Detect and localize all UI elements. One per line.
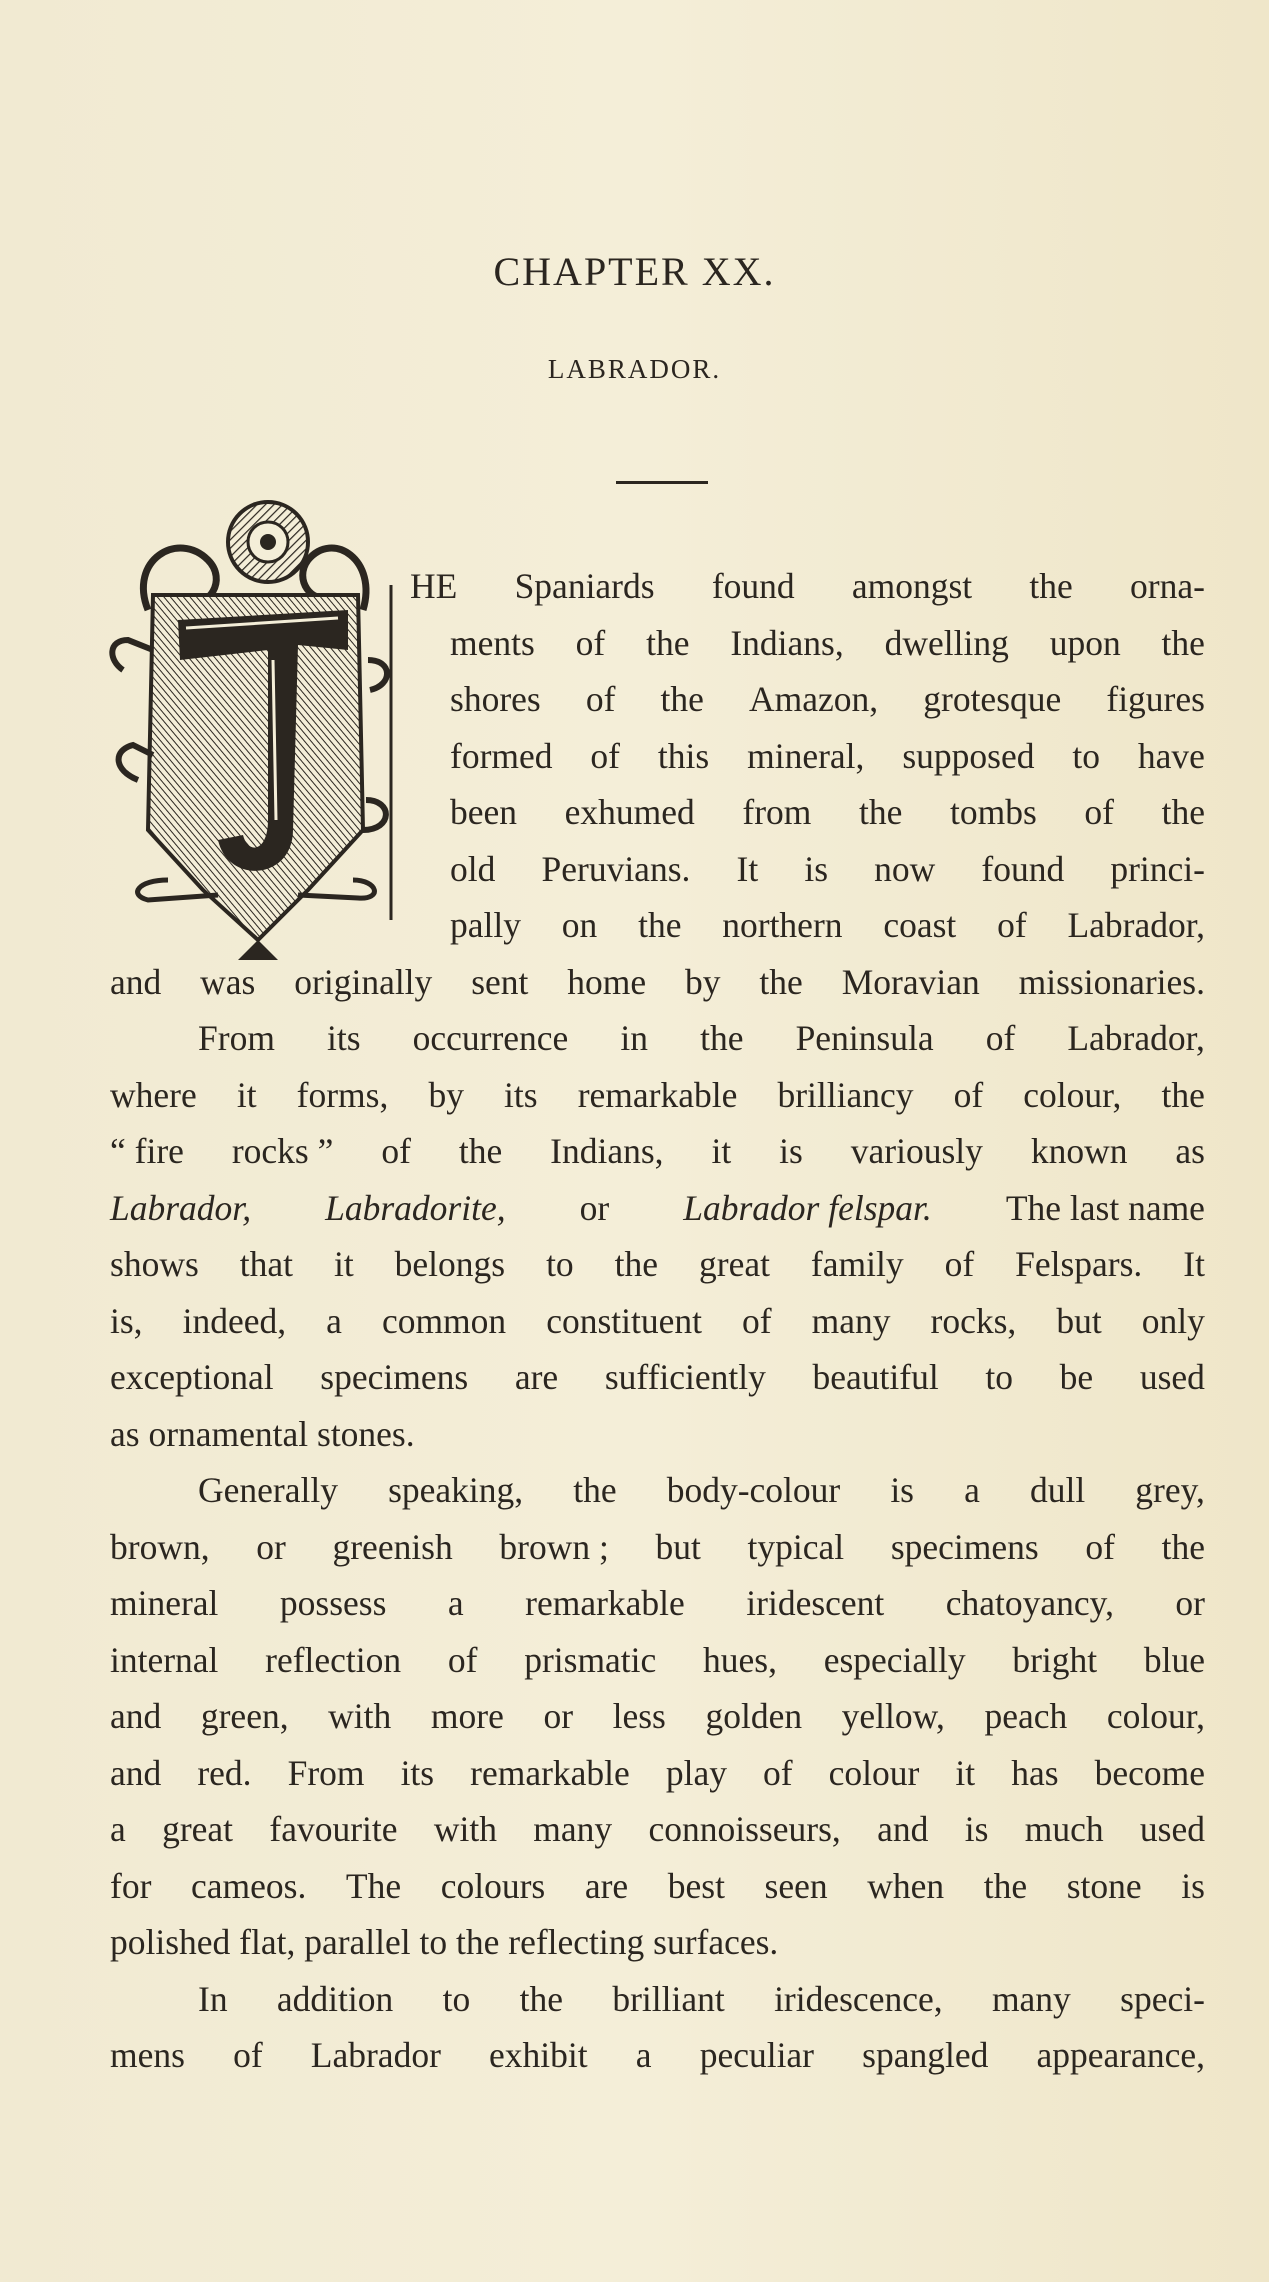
text-line	[110, 1525, 1205, 1569]
text-line	[110, 1694, 1205, 1738]
word: Labrador	[310, 2035, 441, 2075]
word: a	[447, 1583, 464, 1623]
text-line	[450, 734, 1205, 778]
word: of	[1085, 1526, 1115, 1567]
word: of	[763, 1752, 793, 1793]
text-line	[198, 1977, 1205, 2021]
word: appearance,	[1036, 2035, 1205, 2075]
word: blue	[1143, 1639, 1205, 1680]
word: is	[964, 1809, 989, 1849]
word: the	[1029, 566, 1073, 606]
word: remarkable	[577, 1074, 738, 1115]
word: stone	[1066, 1865, 1142, 1906]
text-line	[410, 564, 1205, 608]
text-line	[450, 677, 1205, 721]
text-line	[110, 1073, 1205, 1117]
word: now	[874, 848, 936, 889]
word: a	[964, 1470, 980, 1510]
word: It	[736, 848, 759, 889]
word: missionaries.	[1018, 961, 1205, 1002]
word: peculiar	[699, 2035, 815, 2075]
word: from	[742, 792, 812, 832]
word: Spaniards	[514, 566, 655, 606]
word: the	[638, 905, 682, 945]
word: remarkable	[470, 1752, 630, 1793]
word: is	[804, 848, 829, 889]
word: greenish	[332, 1526, 453, 1567]
word: the	[1161, 1074, 1205, 1115]
word: when	[867, 1865, 945, 1906]
word: or	[1175, 1583, 1205, 1623]
word: are	[514, 1357, 559, 1397]
word: that	[239, 1244, 293, 1284]
word: the	[859, 792, 903, 832]
word: of	[381, 1131, 411, 1171]
word: family	[810, 1244, 904, 1284]
word: colours	[440, 1865, 546, 1906]
word: especially	[823, 1639, 966, 1680]
chapter-heading: CHAPTER XX.	[493, 249, 776, 294]
word: of	[742, 1300, 772, 1341]
word: mineral	[110, 1583, 219, 1623]
word: to	[546, 1244, 574, 1284]
word: been	[450, 792, 518, 832]
word: the	[660, 679, 704, 719]
text-line	[110, 1751, 1205, 1795]
word: have	[1137, 735, 1205, 776]
word: in	[620, 1018, 649, 1058]
word: best	[667, 1865, 725, 1906]
word: it	[333, 1244, 354, 1284]
word: green,	[200, 1696, 289, 1736]
word: grey,	[1135, 1470, 1205, 1510]
word: rocks ”	[231, 1131, 334, 1171]
word: as ornamental stones.	[110, 1413, 415, 1454]
word: Labrador,	[1067, 1018, 1205, 1058]
word: addition	[276, 1978, 394, 2019]
text-line	[110, 1412, 1205, 1456]
word: Indians,	[550, 1131, 664, 1171]
word: with	[328, 1696, 392, 1736]
word: it	[711, 1131, 732, 1171]
word: seen	[764, 1865, 828, 1906]
text-line	[110, 1129, 1205, 1173]
word: specimens	[890, 1526, 1039, 1567]
word: hues,	[703, 1639, 777, 1680]
word: of	[997, 905, 1027, 945]
word: on	[561, 905, 598, 945]
word: Peninsula	[795, 1018, 934, 1058]
word: a	[635, 2035, 652, 2075]
word: by	[685, 961, 721, 1002]
word: belongs	[394, 1244, 506, 1284]
word: colour	[828, 1752, 920, 1793]
word: is	[1181, 1865, 1205, 1906]
word: and	[877, 1809, 929, 1849]
word: used	[1139, 1357, 1205, 1397]
word: remarkable	[525, 1583, 685, 1623]
text-line	[110, 1355, 1205, 1399]
word: speci-	[1120, 1978, 1205, 2019]
word: Felspars.	[1015, 1244, 1143, 1284]
word: It	[1183, 1244, 1205, 1284]
ornamental-drop-cap-icon	[108, 500, 398, 960]
word: prismatic	[524, 1639, 657, 1680]
text-line	[110, 1186, 1205, 1230]
word: reflection	[265, 1639, 402, 1680]
word: brown,	[110, 1526, 210, 1567]
word: rocks,	[930, 1300, 1017, 1341]
word: to	[985, 1357, 1013, 1397]
word: the	[983, 1865, 1028, 1906]
word: Indians,	[730, 622, 844, 663]
text-line	[110, 1638, 1205, 1682]
word: it	[955, 1752, 976, 1793]
word: dwelling	[884, 622, 1009, 663]
word: many	[811, 1300, 891, 1341]
word: its	[400, 1752, 435, 1793]
word: much	[1024, 1809, 1104, 1849]
word: exhibit	[489, 2035, 588, 2075]
word: the	[458, 1131, 503, 1171]
word: shores	[450, 679, 541, 719]
word: old	[450, 848, 496, 889]
word: great	[699, 1244, 770, 1284]
word: the	[1161, 1526, 1205, 1567]
word: the	[573, 1470, 617, 1510]
word: beautiful	[812, 1357, 939, 1397]
word: indeed,	[182, 1300, 287, 1341]
word: Amazon,	[749, 679, 879, 719]
word: a	[110, 1809, 126, 1849]
word: of	[985, 1018, 1016, 1058]
text-line	[198, 1468, 1205, 1512]
word: only	[1141, 1300, 1205, 1341]
word: amongst	[851, 566, 973, 606]
word: speaking,	[388, 1470, 524, 1510]
word: where	[110, 1074, 197, 1115]
word: coast	[883, 905, 957, 945]
word: chatoyancy,	[945, 1583, 1114, 1623]
word: bright	[1012, 1639, 1098, 1680]
word: the	[700, 1018, 744, 1058]
word: many	[991, 1978, 1071, 2019]
word: mens	[110, 2035, 185, 2075]
word: spangled	[862, 2035, 989, 2075]
word: Labrador,	[1067, 905, 1205, 945]
word: used	[1139, 1809, 1205, 1849]
word: play	[665, 1752, 727, 1793]
word: occurrence	[412, 1018, 569, 1058]
word: to	[1072, 735, 1100, 776]
word: as	[1175, 1131, 1205, 1171]
text-line	[110, 960, 1205, 1004]
word: its	[504, 1074, 538, 1115]
word: constituent	[546, 1300, 702, 1341]
word: of	[447, 1639, 478, 1680]
text-line	[198, 1016, 1205, 1060]
word: pally	[450, 905, 521, 945]
text-line	[450, 621, 1205, 665]
word: figures	[1106, 679, 1205, 719]
word: be	[1059, 1357, 1094, 1397]
word: are	[584, 1865, 629, 1906]
word: In	[198, 1978, 228, 2019]
word: From	[287, 1752, 365, 1793]
word: more	[430, 1696, 504, 1736]
text-line	[110, 1864, 1205, 1908]
word: iridescence,	[774, 1978, 943, 2019]
word: to	[442, 1978, 471, 2019]
word: has	[1011, 1752, 1059, 1793]
word: yellow,	[841, 1696, 945, 1736]
word: specimens	[320, 1357, 469, 1397]
word: this	[657, 735, 710, 776]
word: originally	[294, 961, 433, 1002]
word: princi-	[1110, 848, 1205, 889]
word: sent	[471, 961, 529, 1002]
word: “ fire	[110, 1131, 184, 1171]
word: of	[1084, 792, 1114, 832]
word: and	[110, 1752, 162, 1793]
word: red.	[197, 1752, 252, 1793]
word: or	[543, 1696, 574, 1736]
word: but	[1056, 1300, 1102, 1341]
word: and	[110, 961, 162, 1002]
word: brilliant	[612, 1978, 725, 2019]
word: of	[953, 1074, 984, 1115]
word: Peruvians.	[541, 848, 691, 889]
text-line	[110, 1807, 1205, 1851]
word: of	[944, 1244, 975, 1284]
word: exceptional	[110, 1357, 274, 1397]
word: polished flat, parallel to the reflecting surfaces.	[110, 1922, 779, 1962]
text-line	[110, 1920, 1205, 1964]
word: with	[433, 1809, 497, 1849]
word: by	[428, 1074, 464, 1115]
text-line	[110, 1581, 1205, 1625]
word: home	[567, 961, 647, 1002]
text-line	[110, 2033, 1205, 2077]
title-divider	[616, 481, 708, 484]
word: favourite	[269, 1809, 398, 1849]
word: body-colour	[666, 1470, 841, 1510]
word: forms,	[296, 1074, 389, 1115]
word: variously	[850, 1131, 983, 1171]
word: mineral,	[747, 735, 865, 776]
word: of	[590, 735, 620, 776]
word: and	[110, 1696, 162, 1736]
text-line	[450, 790, 1205, 834]
word: but	[655, 1526, 701, 1567]
text-line	[110, 1299, 1205, 1343]
word: Labrador,	[110, 1187, 252, 1228]
word: the	[614, 1244, 659, 1284]
word: shows	[110, 1244, 199, 1284]
word: upon	[1049, 622, 1121, 663]
word: Labradorite,	[325, 1187, 506, 1228]
word: sufficiently	[604, 1357, 766, 1397]
word: found	[711, 566, 795, 606]
word: is	[890, 1470, 914, 1510]
word: its	[327, 1018, 361, 1058]
word: grotesque	[923, 679, 1062, 719]
word: possess	[279, 1583, 387, 1623]
word: it	[236, 1074, 257, 1115]
word: the	[1161, 792, 1205, 832]
word: exhumed	[564, 792, 695, 832]
text-line	[110, 1242, 1205, 1286]
word: the	[1161, 622, 1205, 663]
word: The last name	[1005, 1187, 1205, 1228]
word: the	[646, 622, 690, 663]
word: internal	[110, 1639, 219, 1680]
word: Generally	[198, 1470, 338, 1510]
text-line	[450, 847, 1205, 891]
word: for	[110, 1865, 152, 1906]
word: supposed	[902, 735, 1035, 776]
word: iridescent	[746, 1583, 885, 1623]
word: was	[200, 961, 256, 1002]
text-line	[450, 903, 1205, 947]
word: Moravian	[841, 961, 980, 1002]
word: of	[233, 2035, 263, 2075]
word: found	[981, 848, 1065, 889]
word: HE	[410, 566, 458, 606]
word: ments	[450, 622, 535, 663]
word: less	[612, 1696, 666, 1736]
word: tombs	[949, 792, 1037, 832]
word: brilliancy	[777, 1074, 914, 1115]
word: The	[345, 1865, 402, 1906]
word: is,	[110, 1300, 143, 1341]
word: of	[575, 622, 606, 663]
word: orna-	[1130, 566, 1205, 606]
word: known	[1030, 1131, 1128, 1171]
word: colour,	[1106, 1696, 1205, 1736]
word: Labrador felspar.	[683, 1187, 932, 1228]
word: connoisseurs,	[648, 1809, 841, 1849]
word: northern	[722, 905, 843, 945]
word: typical	[747, 1526, 845, 1567]
word: the	[519, 1978, 563, 2019]
word: the	[759, 961, 803, 1002]
word: formed	[450, 735, 553, 776]
word: common	[381, 1300, 507, 1341]
word: golden	[705, 1696, 803, 1736]
word: colour,	[1023, 1074, 1122, 1115]
word: many	[533, 1809, 613, 1849]
word: great	[162, 1809, 234, 1849]
word: cameos.	[191, 1865, 307, 1906]
word: peach	[984, 1696, 1068, 1736]
word: From	[198, 1018, 275, 1058]
word: or	[579, 1187, 610, 1228]
chapter-title: LABRADOR.	[547, 354, 722, 384]
word: dull	[1029, 1470, 1086, 1510]
word: become	[1094, 1752, 1205, 1793]
word: or	[256, 1526, 286, 1567]
word: a	[326, 1300, 342, 1341]
word: is	[779, 1131, 803, 1171]
word: of	[585, 679, 616, 719]
word: brown ;	[499, 1526, 609, 1567]
